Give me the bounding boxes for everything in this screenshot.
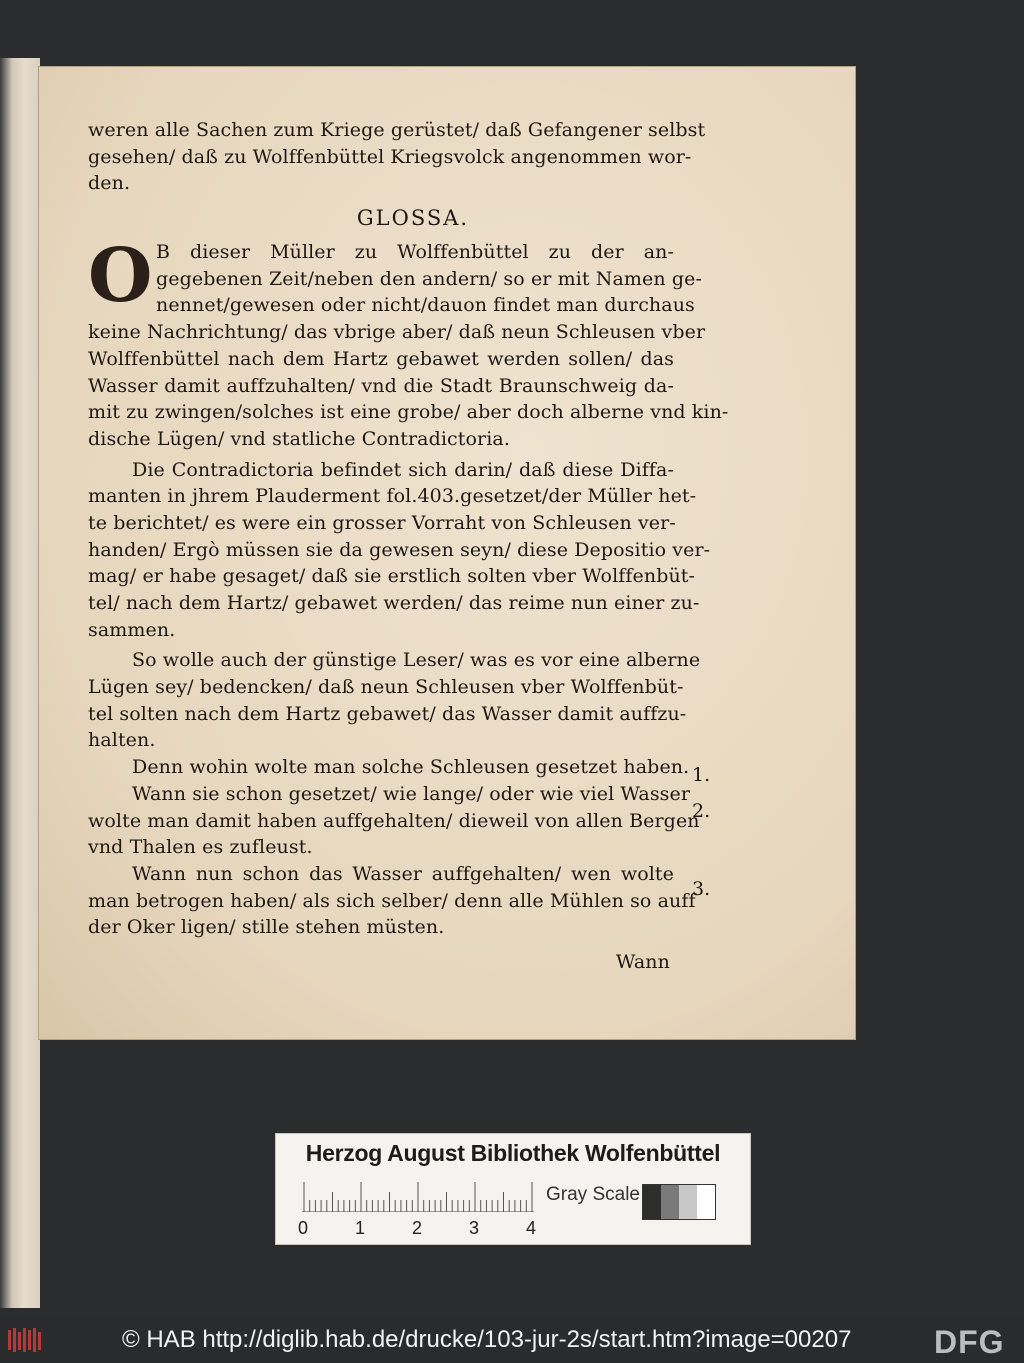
ruler-number: 2 (412, 1218, 423, 1238)
text-line: man betrogen haben/ als sich selber/ denn alle Mühlen so auff (88, 889, 696, 912)
text-line: tel solten nach dem Hartz gebawet/ das Wasser damit auffzu- (88, 702, 687, 725)
numbered-item-3 (88, 861, 696, 941)
text-line: der Oker ligen/ stille stehen müsten. (88, 916, 445, 939)
text-line: gegebenen Zeit/neben den andern/ so er mit Namen ge- (156, 267, 702, 290)
text-line: So wolle auch der günstige Leser/ was es vor eine alberne (132, 649, 701, 672)
catchword: Wann (615, 950, 670, 973)
gray-scale-label: Gray Scale (546, 1184, 640, 1205)
text-line: vnd Thalen es zufleust. (88, 836, 313, 859)
gray-swatch-0 (643, 1185, 661, 1219)
text-line: Denn wohin wolte man solche Schleusen gesetzet haben. (132, 756, 690, 779)
drop-cap: O (88, 233, 153, 320)
gray-swatch-3 (697, 1185, 715, 1219)
text-line: keine Nachrichtung/ das vbrige aber/ daß neun Schleusen vber (88, 321, 706, 344)
footer-bar (0, 1317, 1024, 1363)
numbered-item-1 (88, 754, 690, 781)
ruler-number: 0 (298, 1218, 309, 1238)
page-text (88, 117, 729, 976)
text-line: handen/ Ergò müssen sie da gewesen seyn/ diese Depositio ver- (88, 538, 711, 561)
text-line: sammen. (88, 618, 176, 641)
text-line: weren alle Sachen zum Kriege gerüstet/ daß Gefangener selbst (88, 119, 706, 141)
book-edge (0, 58, 40, 1308)
gray-swatch-1 (661, 1185, 679, 1219)
library-name: Herzog August Bibliothek Wolfenbüttel (305, 1140, 721, 1166)
source-credit: © HAB http://diglib.hab.de/drucke/103-jur-2s/start.htm?image=00207 (122, 1326, 852, 1353)
margin-number-1: 1. (692, 764, 711, 786)
ruler-number: 4 (526, 1218, 537, 1238)
text-line: Die Contradictoria befindet sich darin/ daß diese Diffa- (132, 458, 674, 481)
text-line: mit zu zwingen/solches ist eine grobe/ aber doch alberne vnd kin- (88, 401, 729, 424)
text-line: manten in jhrem Plauderment fol.403.gesetzet/der Müller het- (88, 485, 697, 508)
text-line: halten. (88, 729, 156, 752)
text-line: Lügen sey/ bedencken/ daß neun Schleusen vber Wolffenbüt- (88, 676, 684, 699)
leser-paragraph (88, 647, 701, 754)
glossa-heading: GLOSSA. (356, 206, 470, 231)
text-line: te berichtet/ es were ein grosser Vorraht von Schleusen ver- (88, 511, 676, 534)
gray-scale-swatch (642, 1184, 716, 1220)
text-line: dische Lügen/ vnd statliche Contradictoria. (88, 427, 510, 450)
text-line: B dieser Müller zu Wolffenbüttel zu der an- (156, 241, 674, 264)
gray-swatch-2 (679, 1185, 697, 1219)
text-line: Wasser damit auffzuhalten/ vnd die Stadt Braunschweig da- (88, 374, 674, 397)
text-line: tel/ nach dem Hartz/ gebawet werden/ das reime nun einer zu- (88, 592, 700, 614)
text-line: nennet/gewesen oder nicht/dauon findet man durchaus (156, 294, 695, 317)
text-line: gesehen/ daß zu Wolffenbüttel Kriegsvolck angenommen wor- (88, 145, 692, 168)
text-line: Wann sie schon gesetzet/ wie lange/ oder wie viel Wasser (132, 782, 691, 805)
dfg-logo: DFG (934, 1324, 1005, 1360)
text-line: mag/ er habe gesaget/ daß sie erstlich solten vber Wolffenbüt- (88, 565, 696, 588)
glossa-paragraph (88, 233, 729, 453)
text-line: Wann nun schon das Wasser auffgehalten/ wen wolte (132, 862, 674, 885)
text-line: den. (88, 172, 131, 195)
hab-logo-icon (6, 1326, 46, 1354)
margin-number-3: 3. (692, 878, 711, 900)
contradictoria-paragraph (88, 457, 711, 644)
text-line: Wolffenbüttel nach dem Hartz gebawet werden sollen/ das (88, 347, 674, 370)
ruler-scale (302, 1180, 534, 1212)
ruler-number: 3 (469, 1218, 480, 1238)
library-label (275, 1133, 751, 1245)
ruler-numbers (298, 1218, 548, 1240)
numbered-item-2 (88, 781, 700, 861)
text-line: wolte man damit haben auffgehalten/ dieweil von allen Bergen (88, 809, 700, 832)
ruler-number: 1 (355, 1218, 366, 1238)
margin-number-2: 2. (692, 800, 711, 822)
